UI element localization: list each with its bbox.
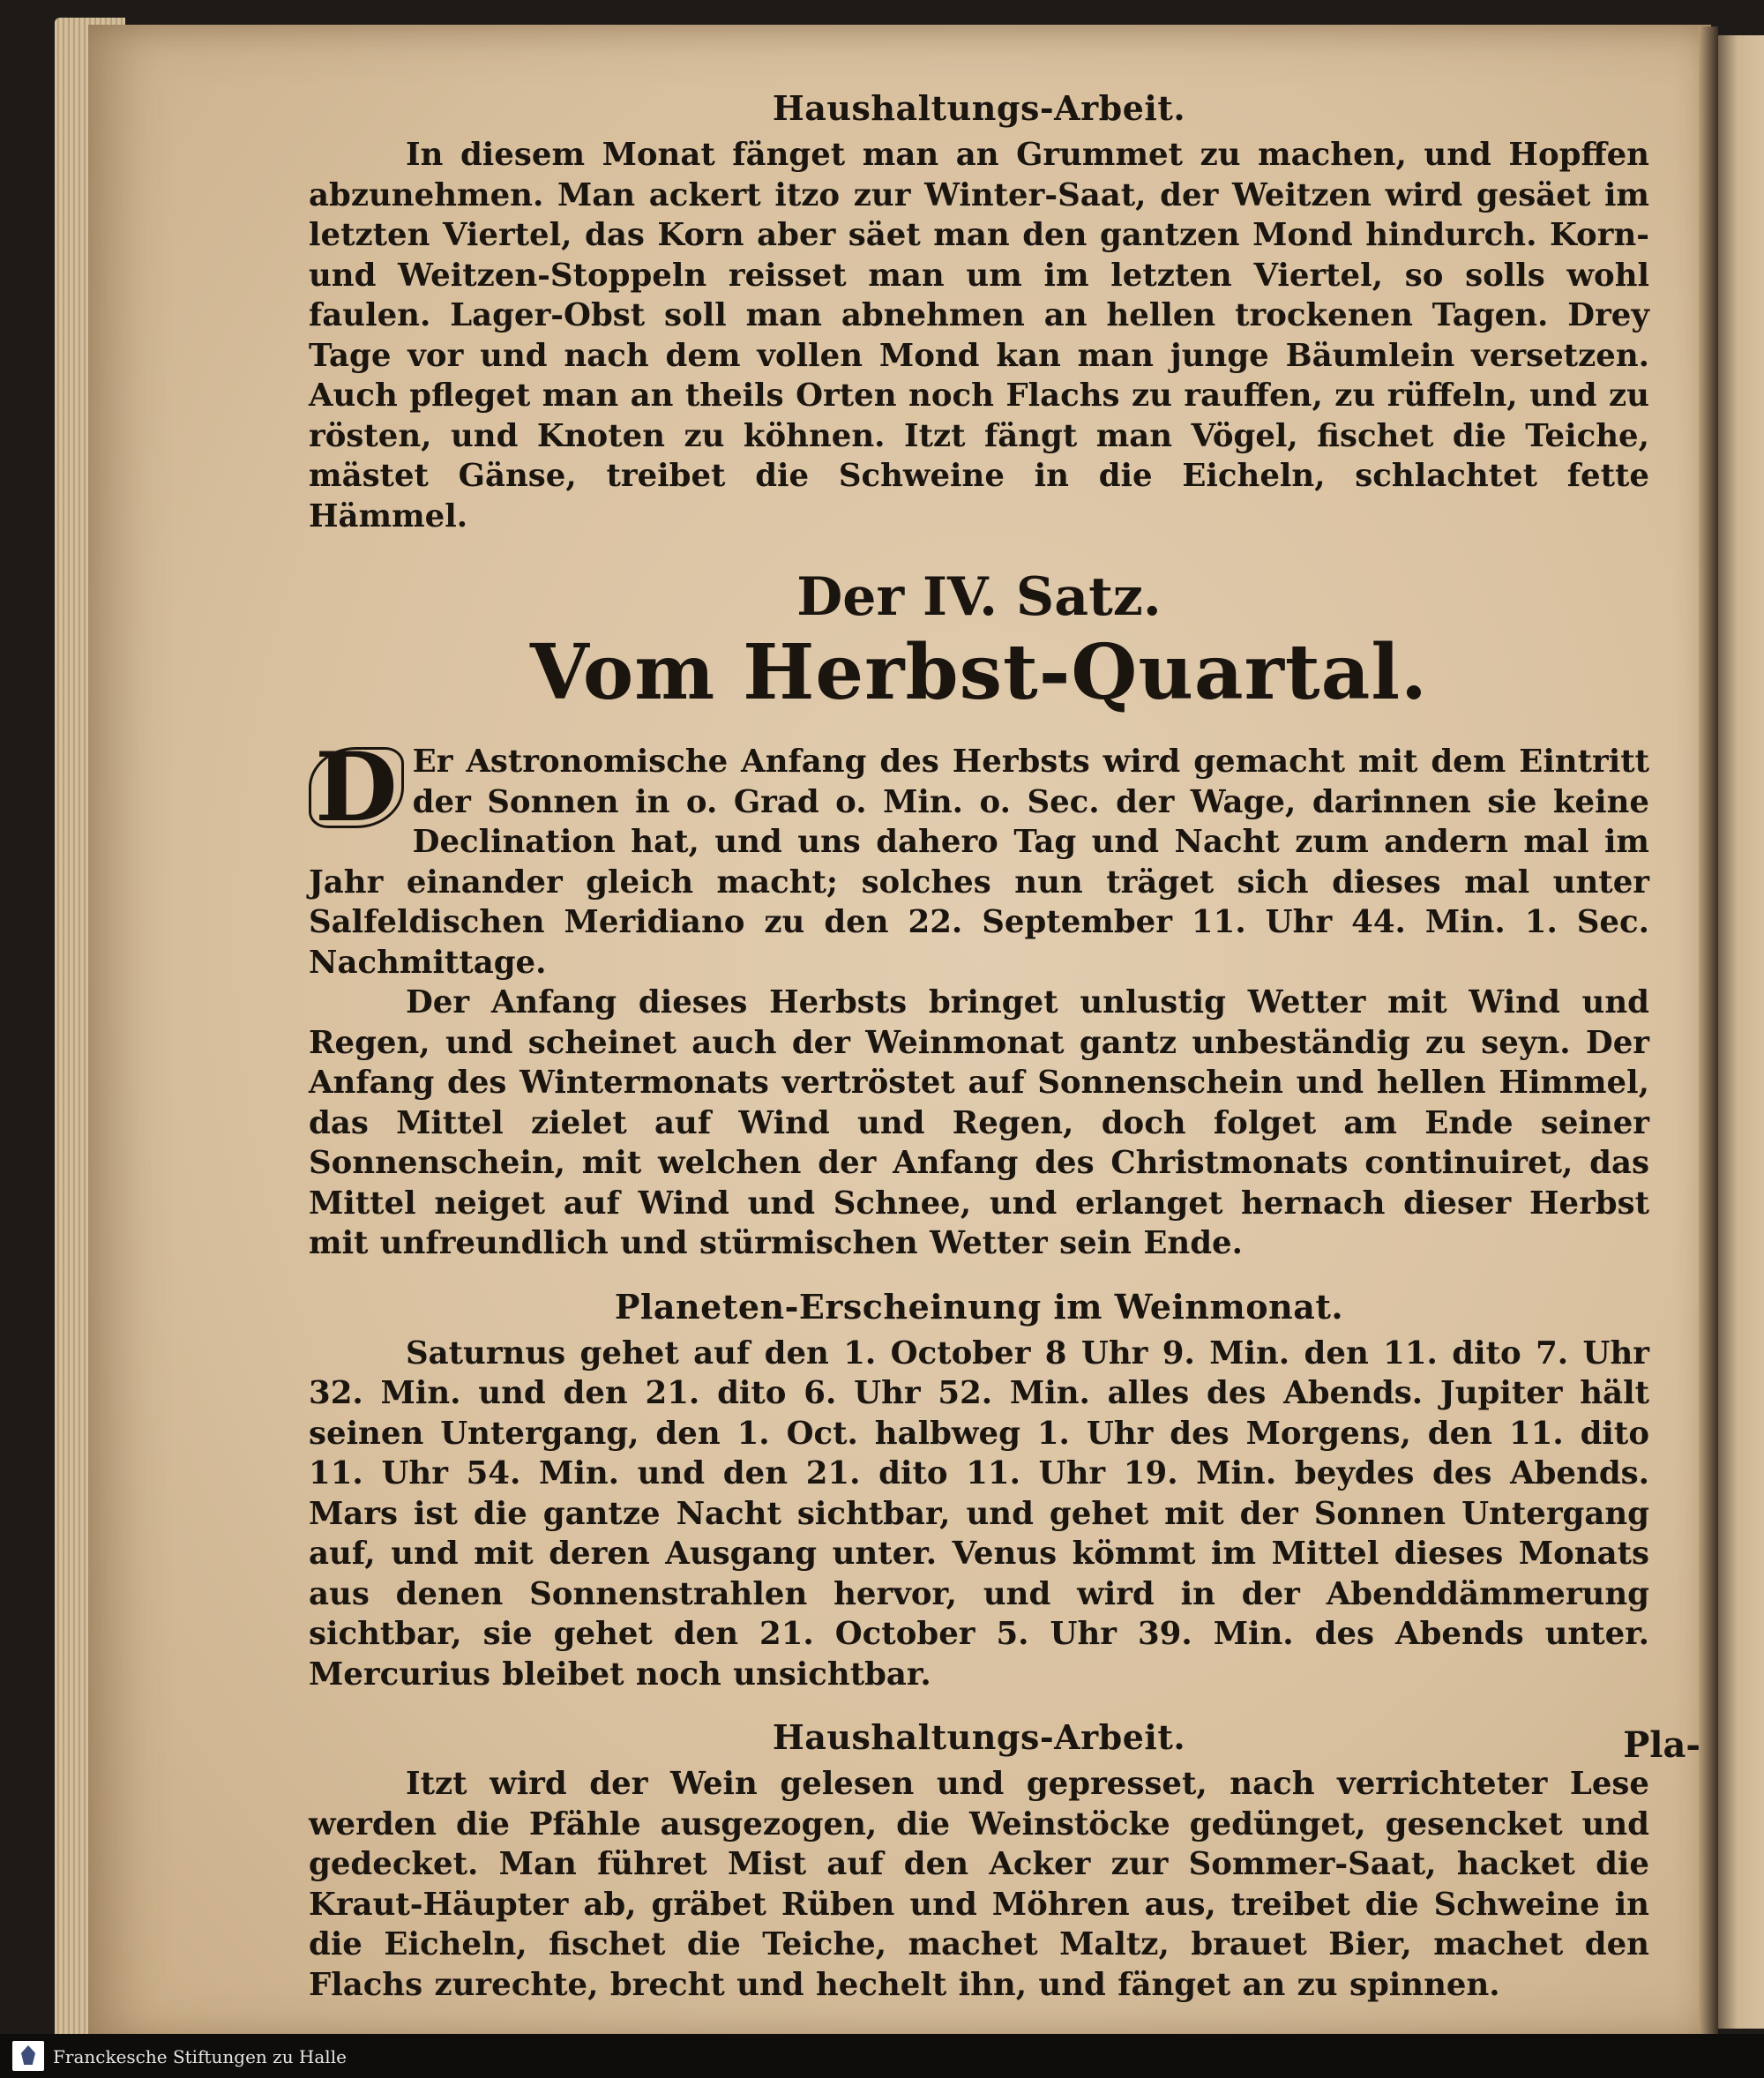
paragraph-planets: Saturnus gehet auf den 1. October 8 Uhr 9. Min. den 11. dito 7. Uhr 32. Min. und den 21. dito 6. Uhr 52. Min. alles des Abends. Jupiter hält seinen Untergang, den 1. Oct. halbweg 1. Uhr des Morgens, den 11. dito 11. Uhr 54. Min. und den 21. dito 11. Uhr 19. Min. beydes des Abends. Mars ist die gantze Nacht sichtbar, und gehet mit der Sonnen Untergang auf, und mit deren Ausgang unter. Venus kömmt im Mittel dieses Monats aus denen Sonnenstrahlen hervor, und wird in der Abenddämmerung sichtbar, sie gehet den 21. October 5. Uhr 39. Min. des Abends unter. Mercurius bleibet noch unsichtbar. (309, 1334, 1649, 1693)
paragraph-haushaltung-1: In diesem Monat fänget man an Grummet zu machen, und Hopffen abzunehmen. Man ackert itzo zur Winter-Saat, der Weitzen wird gesäet im letzten Viertel, das Korn aber säet man den gantzen Mond hindurch. Korn- und Weitzen-Stoppeln reisset man um im letzten Viertel, so solls wohl faulen. Lager-Obst soll man abnehmen an hellen trockenen Tagen. Drey Tage vor und nach dem vollen Mond kan man junge Bäumlein versetzen. Auch pfleget man an theils Orten noch Flachs zu rauffen, zu rüffeln, und zu rösten, und Knoten zu köhnen. Itzt fängt man Vögel, fischet die Teiche, mästet Gänse, treibet die Schweine in die Eicheln, schlachtet fette Hämmel. (309, 137, 1649, 534)
paragraph-astronomy-text: Er Astronomische Anfang des Herbsts wird gemacht mit dem Eintritt der Sonnen in o. Grad o. Min. o. Sec. der Wage, darinnen sie keine Declination hat, und uns dahero Tag und Nacht zum andern mal im Jahr einander gleich macht; solches nun träget sich dieses mal unter Salfeldischen Meridiano zu den 22. September 11. Uhr 44. Min. 1. Sec. Nachmittage. (309, 744, 1649, 981)
heading-planets: Planeten-Erscheinung im Weinmonat. (614, 1286, 1344, 1327)
paragraph-weather: Der Anfang dieses Herbsts bringet unlustig Wetter mit Wind und Regen, und scheinet auch der Weinmonat gantz unbeständig zu seyn. Der Anfang des Wintermonats vertröstet auf Sonnenschein und hellen Himmel, das Mittel zielet auf Wind und Regen, doch folget am Ende seiner Sonnenschein, mit welchen der Anfang des Christmonats continuiret, das Mittel neiget auf Wind und Schnee, und erlanget hernach dieser Herbst mit unfreundlich und stürmischen Wetter sein Ende. (309, 984, 1649, 1261)
paragraph-haushaltung-2: Itzt wird der Wein gelesen und gepresset, nach verrichteter Lese werden die Pfähle ausgezogen, die Weinstöcke gedünget, gesencket und gedecket. Man führet Mist auf den Acker zur Sommer-Saat, hacket die Kraut-Häupter ab, gräbet Rüben und Möhren aus, treibet die Schweine in die Eicheln, fischet die Teiche, machet Maltz, brauet Bier, machet den Flachs zurechte, brecht und hechelt ihn, und fänget an zu spinnen. (309, 1766, 1649, 2003)
footer-institution-label: Franckesche Stiftungen zu Halle (53, 2046, 347, 2067)
section-subtitle: Vom Herbst-Quartal. (530, 628, 1428, 717)
heading-haushaltung-2: Haushaltungs-Arbeit. (772, 1717, 1186, 1757)
paragraph-astronomy (309, 732, 1649, 983)
page-text-block (309, 88, 1649, 2005)
francke-logo-icon (12, 2041, 44, 2071)
catchword: Pla- (1623, 1724, 1700, 1766)
drop-cap-initial: D (309, 747, 404, 828)
section-title: Der IV. Satz. (796, 566, 1162, 628)
book-gutter (1699, 26, 1718, 2046)
facing-page-edge (1716, 35, 1764, 2029)
viewer-footer (0, 2034, 1764, 2078)
heading-haushaltung-1: Haushaltungs-Arbeit. (772, 88, 1186, 128)
